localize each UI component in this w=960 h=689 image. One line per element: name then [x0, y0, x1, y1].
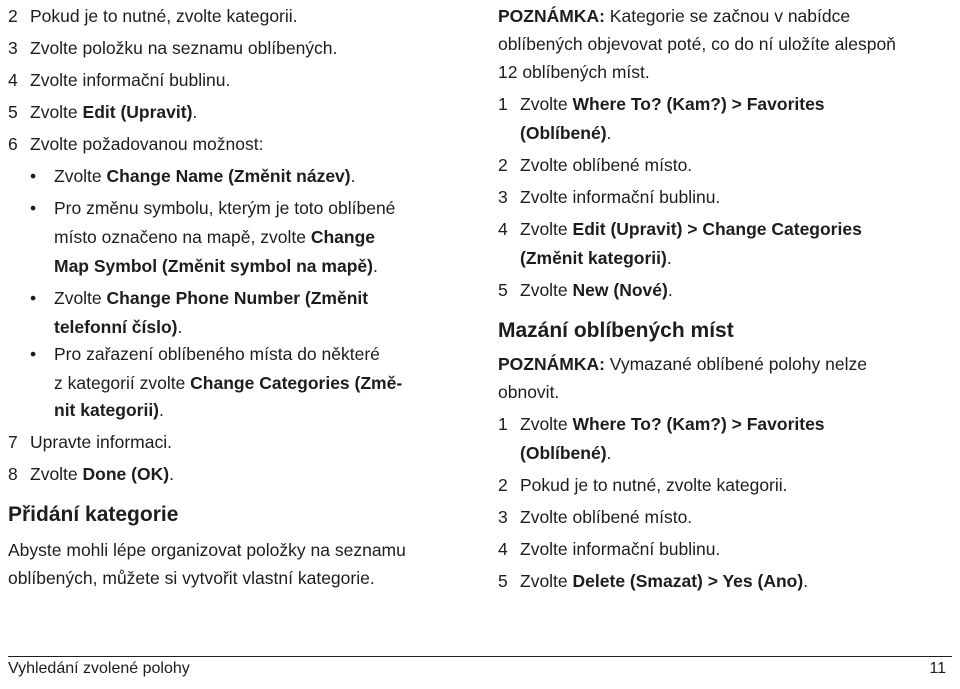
- footer-divider: [8, 656, 952, 657]
- step-4: 4 Zvolte Edit (Upravit) > Change Categories: [498, 219, 862, 239]
- bullet-icon: •: [30, 166, 37, 186]
- step-4: 4 Zvolte informační bublinu.: [8, 70, 231, 90]
- delete-step-1: 1 Zvolte Where To? (Kam?) > Favorites: [498, 414, 825, 434]
- bullet-change-phone: • Zvolte Change Phone Number (Změnit: [8, 284, 368, 313]
- note-categories-line3: 12 oblíbených míst.: [498, 62, 650, 82]
- step-4-line2: (Změnit kategorii).: [520, 248, 672, 268]
- note-categories-line2: oblíbených objevovat poté, co do ní uložíte alespoň: [498, 34, 896, 54]
- note-delete-line2: obnovit.: [498, 382, 560, 402]
- step-8: 8 Zvolte Done (OK).: [8, 464, 174, 484]
- delete-step-3: 3 Zvolte oblíbené místo.: [498, 507, 693, 527]
- step-3: 3 Zvolte informační bublinu.: [498, 187, 721, 207]
- delete-step-2: 2 Pokud je to nutné, zvolte kategorii.: [498, 475, 788, 495]
- section-heading-delete-favorites: Mazání oblíbených míst: [498, 319, 734, 342]
- step-2: 2 Zvolte oblíbené místo.: [498, 155, 693, 175]
- footer-section-title: Vyhledání zvolené polohy: [8, 660, 190, 677]
- bullet-change-categories-line2: z kategorií zvolte Change Categories (Změ-: [54, 373, 403, 393]
- step-2: 2 Pokud je to nutné, zvolte kategorii.: [8, 6, 298, 26]
- bullet-icon: •: [30, 288, 37, 308]
- note-categories: POZNÁMKA: Kategorie se začnou v nabídce: [498, 6, 851, 26]
- bullet-change-phone-line2: telefonní číslo).: [54, 317, 183, 337]
- note-delete: POZNÁMKA: Vymazané oblíbené polohy nelze: [498, 354, 867, 374]
- step-5: 5 Zvolte Edit (Upravit).: [8, 102, 198, 122]
- page-number: 11: [929, 660, 946, 677]
- bullet-change-categories-line3: nit kategorii).: [54, 400, 164, 420]
- delete-step-1-line2: (Oblíbené).: [520, 443, 612, 463]
- step-7: 7 Upravte informaci.: [8, 432, 172, 452]
- bullet-change-categories: • Pro zařazení oblíbeného místa do některé: [8, 340, 380, 369]
- section-heading-add-category: Přidání kategorie: [8, 503, 179, 526]
- bullet-change-symbol-line2: místo označeno na mapě, zvolte Change: [54, 227, 375, 247]
- bullet-icon: •: [30, 198, 37, 218]
- step-5: 5 Zvolte New (Nové).: [498, 280, 673, 300]
- step-1: 1 Zvolte Where To? (Kam?) > Favorites: [498, 94, 825, 114]
- delete-step-4: 4 Zvolte informační bublinu.: [498, 539, 721, 559]
- bullet-change-symbol: • Pro změnu symbolu, kterým je toto oblíbené: [8, 194, 395, 223]
- paragraph-line2: oblíbených, můžete si vytvořit vlastní kategorie.: [8, 568, 375, 588]
- bullet-icon: •: [30, 344, 37, 364]
- step-1-line2: (Oblíbené).: [520, 123, 612, 143]
- step-6: 6 Zvolte požadovanou možnost:: [8, 134, 264, 154]
- step-3: 3 Zvolte položku na seznamu oblíbených.: [8, 38, 338, 58]
- bullet-change-symbol-line3: Map Symbol (Změnit symbol na mapě).: [54, 256, 378, 276]
- paragraph-line1: Abyste mohli lépe organizovat položky na seznamu: [8, 540, 406, 560]
- delete-step-5: 5 Zvolte Delete (Smazat) > Yes (Ano).: [498, 571, 809, 591]
- bullet-change-name: • Zvolte Change Name (Změnit název).: [8, 162, 355, 191]
